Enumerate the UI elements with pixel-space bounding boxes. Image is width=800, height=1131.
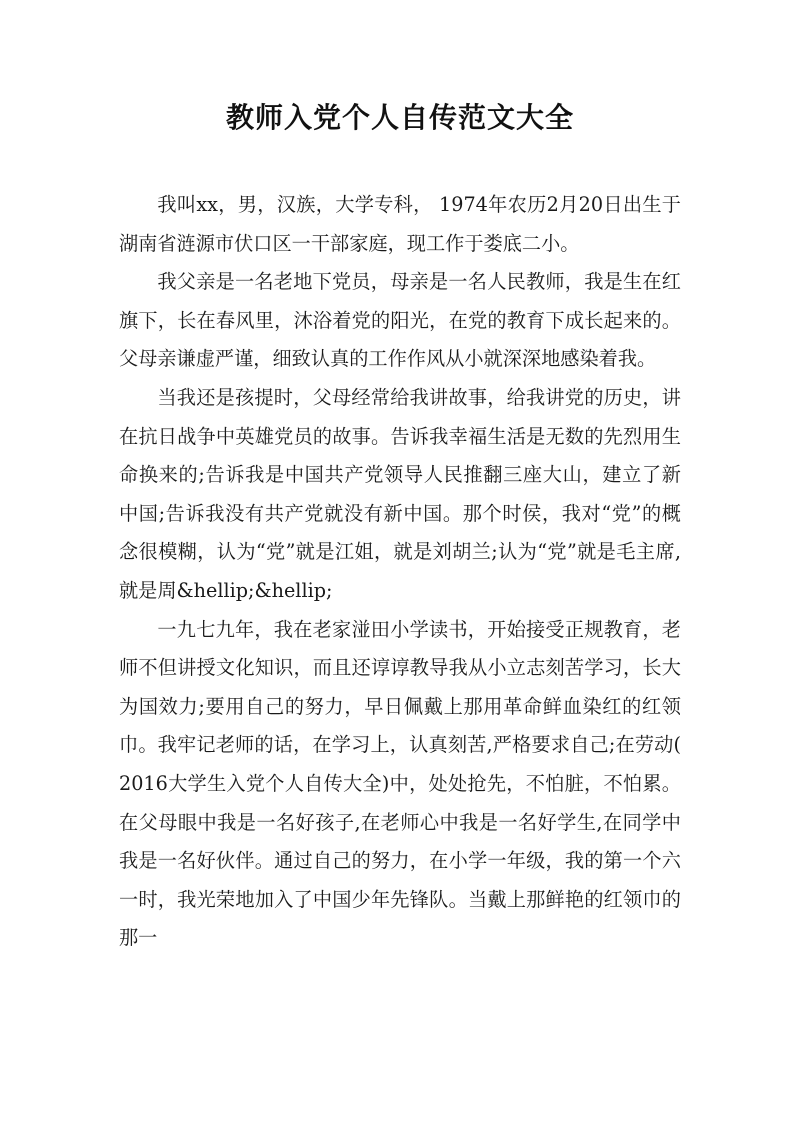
paragraph-4: 一九七九年，我在老家湴田小学读书，开始接受正规教育，老师不但讲授文化知识，而且还谆谆教导我从小立志刻苦学习，长大为国效力;要用自己的努力，早日佩戴上那用革命鲜血染红的红领巾。我牢记老师的话，在学习上，认真刻苦,严格要求自己;在劳动(2016大学生入党个人自传大全)中，处处抢先，不怕脏，不怕累。在父母眼中我是一名好孩子,在老师心中我是一名好学生,在同学中我是一名好伙伴。通过自己的努力，在小学一年级，我的第一个六一时，我光荣地加入了中国少年先锋队。当戴上那鲜艳的红领巾的那一 (119, 617, 681, 950)
paragraph-1: 我叫xx，男，汉族，大学专科， 1974年农历2月20日出生于湖南省涟源市伏口区一干部家庭，现工作于娄底二小。 (119, 193, 681, 255)
paragraph-3: 当我还是孩提时，父母经常给我讲故事，给我讲党的历史，讲在抗日战争中英雄党员的故事。告诉我幸福生活是无数的先烈用生命换来的;告诉我是中国共产党领导人民推翻三座大山，建立了新中国;告诉我没有共产党就没有新中国。那个时侯，我对“党”的概念很模糊，认为“党”就是江姐，就是刘胡兰;认为“党”就是毛主席,就是周&hellip;&hellip; (119, 385, 681, 602)
document-title: 教师入党个人自传范文大全 (225, 101, 574, 134)
paragraph-2: 我父亲是一名老地下党员，母亲是一名人民教师，我是生在红旗下，长在春风里，沐浴着党的阳光，在党的教育下成长起来的。父母亲谦虚严谨，细致认真的工作作风从小就深深地感染着我。 (119, 270, 681, 371)
document-body (119, 186, 681, 958)
